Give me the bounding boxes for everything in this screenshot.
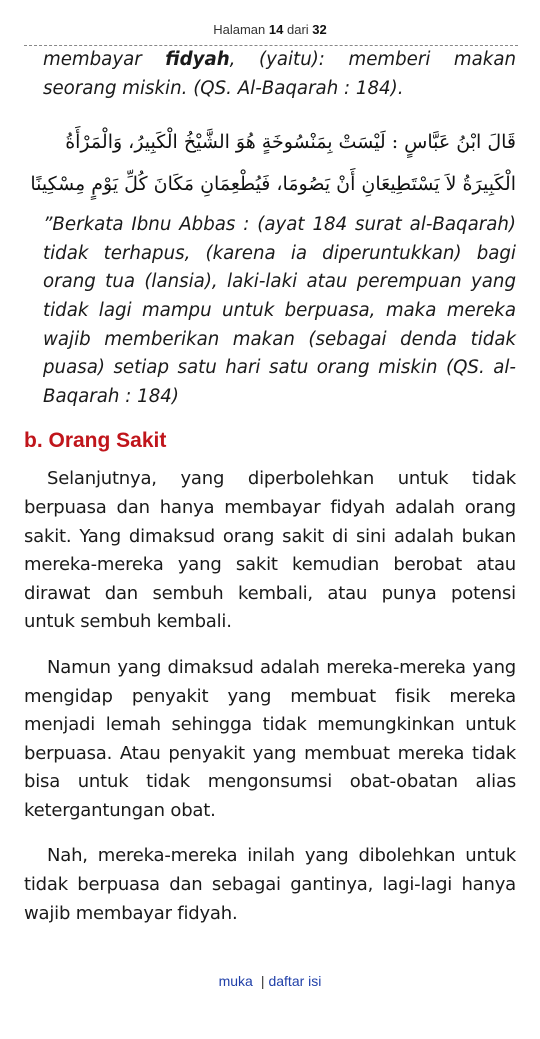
page-content [24, 46, 516, 928]
body-paragraph-3: Nah, mereka-mereka inilah yang dibolehkan untuk tidak berpuasa dan sebagai gantinya, lagi-lagi hanya wajib membayar fidyah. [24, 845, 516, 924]
footer-separator: | [260, 973, 265, 989]
top-paragraph-block [43, 46, 516, 103]
table-of-contents-link[interactable]: daftar isi [268, 973, 322, 989]
header-prefix: Halaman [213, 22, 266, 37]
total-pages: 32 [312, 22, 327, 37]
top-paragraph-after: , (yaitu): memberi makan seorang miskin. (QS. Al-Baqarah : 184). [43, 49, 516, 99]
body-paragraph-2: Namun yang dimaksud adalah mereka-mereka yang mengidap penyakit yang membuat fisik mereka menjadi lemah sehingga tidak memungkinkan untuk berpuasa. Atau penyakit yang membuat mereka tidak bisa untuk tidak mengonsumsi obat-obatan alias ketergantungan obat. [24, 656, 516, 821]
page-footer [0, 973, 540, 989]
top-paragraph-before: membayar [43, 49, 166, 70]
section-heading: b. Orang Sakit [24, 429, 167, 453]
fidyah-term: fidyah [165, 49, 230, 70]
body-paragraph-1: Selanjutnya, yang diperbolehkan untuk tidak berpuasa dan hanya membayar fidyah adalah orang sakit. Yang dimaksud orang sakit di sini adalah bukan mereka-mereka yang sakit kemudian berobat atau dirawat dan sembuh kembali, atau punya potensi untuk sembuh kembali. [24, 468, 516, 633]
top-paragraph [43, 46, 516, 103]
page-header [0, 22, 540, 37]
current-page-number: 14 [268, 22, 284, 37]
home-link[interactable]: muka [218, 973, 253, 989]
arabic-quote: قَالَ ابْنُ عَبَّاسٍ : لَيْسَتْ بِمَنْسُوخَةٍ هُوَ الشَّيْخُ الْكَبِيرُ، وَالْمَرْأَةُ الْكَبِيرَةُ لاَ يَسْتَطِيعَانِ أَنْ يَصُومَا، فَيُطْعِمَانِ مَكَانَ كُلِّ يَوْمٍ مِسْكِينًا [30, 131, 516, 196]
translation-quote: ”Berkata Ibnu Abbas : (ayat 184 surat al-Baqarah) tidak terhapus, (karena ia diperuntukkan) bagi orang tua (lansia), laki-laki atau perempuan yang tidak lagi mampu untuk berpuasa, maka mereka wajib memberikan makan (sebagai denda tidak puasa) setiap satu hari satu orang miskin (QS. al-Baqarah : 184) [43, 214, 516, 407]
translation-block [43, 211, 516, 411]
header-middle: dari [286, 22, 309, 37]
